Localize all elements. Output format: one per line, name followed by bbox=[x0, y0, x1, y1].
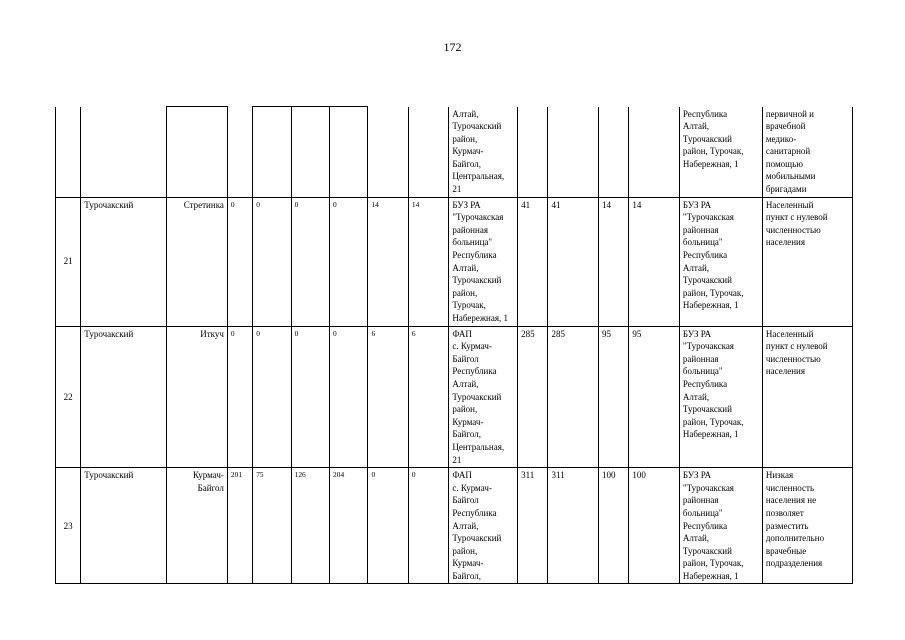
cell-v3: 0 bbox=[291, 326, 329, 468]
cell-v3: 126 bbox=[291, 468, 329, 584]
cell-note: Населенный пункт с нулевой численностью населения bbox=[762, 326, 852, 468]
cell-settlement: Стретинка bbox=[167, 197, 228, 326]
cell-num: 22 bbox=[56, 326, 81, 468]
cell-v5 bbox=[368, 107, 408, 198]
cell-v9: 95 bbox=[599, 326, 629, 468]
cell-v1 bbox=[227, 107, 252, 198]
cell-v8: 285 bbox=[548, 326, 599, 468]
cell-v9: 14 bbox=[599, 197, 629, 326]
cell-institution: Алтай, Турочакский район, Курмач- Байгол, Центральная, 21 bbox=[449, 107, 518, 198]
cell-v10 bbox=[629, 107, 680, 198]
cell-settlement: Курмач- Байгол bbox=[167, 468, 228, 584]
cell-v5: 14 bbox=[368, 197, 408, 326]
cell-parent: Республика Алтай, Турочакский район, Турочак, Набережная, 1 bbox=[679, 107, 762, 198]
cell-v2 bbox=[253, 107, 291, 198]
cell-v4: 0 bbox=[330, 326, 368, 468]
cell-v5: 0 bbox=[368, 468, 408, 584]
cell-v2: 0 bbox=[253, 197, 291, 326]
cell-parent: БУЗ РА "Турочакская районная больница" Республика Алтай, Турочакский район, Турочак, Набережная, 1 bbox=[679, 197, 762, 326]
cell-institution: БУЗ РА "Турочакская районная больница" Республика Алтай, Турочакский район, Турочак, Набережная, 1 bbox=[449, 197, 518, 326]
page-number: 172 bbox=[443, 40, 462, 54]
cell-num bbox=[56, 107, 81, 198]
cell-v3 bbox=[291, 107, 329, 198]
cell-v6 bbox=[408, 107, 448, 198]
table-row bbox=[56, 468, 853, 584]
cell-district: Турочакский bbox=[81, 197, 167, 326]
cell-settlement bbox=[167, 107, 228, 198]
cell-v7: 285 bbox=[518, 326, 548, 468]
cell-v1: 0 bbox=[227, 326, 252, 468]
cell-v7: 311 bbox=[518, 468, 548, 584]
cell-v1: 0 bbox=[227, 197, 252, 326]
cell-v2: 75 bbox=[253, 468, 291, 584]
cell-v1: 201 bbox=[227, 468, 252, 584]
cell-institution: ФАП с. Курмач- Байгол Республика Алтай, Турочакский район, Курмач- Байгол, bbox=[449, 468, 518, 584]
cell-district: Турочакский bbox=[81, 326, 167, 468]
settlements-table bbox=[55, 106, 853, 584]
cell-v10: 95 bbox=[629, 326, 680, 468]
cell-v10: 14 bbox=[629, 197, 680, 326]
cell-v8: 311 bbox=[548, 468, 599, 584]
cell-parent: БУЗ РА "Турочакская районная больница" Республика Алтай, Турочакский район, Турочак, Набережная, 1 bbox=[679, 326, 762, 468]
cell-v4: 204 bbox=[330, 468, 368, 584]
cell-note: Населенный пункт с нулевой численностью населения bbox=[762, 197, 852, 326]
cell-v3: 0 bbox=[291, 197, 329, 326]
table-row bbox=[56, 197, 853, 326]
cell-v8: 41 bbox=[548, 197, 599, 326]
cell-district bbox=[81, 107, 167, 198]
cell-note: Низкая численность населения не позволяет разместить дополнительно врачебные подразделения bbox=[762, 468, 852, 584]
cell-v8 bbox=[548, 107, 599, 198]
cell-institution: ФАП с. Курмач- Байгол Республика Алтай, Турочакский район, Курмач- Байгол, Центральная, 21 bbox=[449, 326, 518, 468]
cell-v6: 0 bbox=[408, 468, 448, 584]
cell-num: 21 bbox=[56, 197, 81, 326]
cell-parent: БУЗ РА "Турочакская районная больница" Республика Алтай, Турочакский район, Турочак, Набережная, 1 bbox=[679, 468, 762, 584]
cell-v4 bbox=[330, 107, 368, 198]
cell-v6: 14 bbox=[408, 197, 448, 326]
cell-v9: 100 bbox=[599, 468, 629, 584]
cell-district: Турочакский bbox=[81, 468, 167, 584]
cell-v10: 100 bbox=[629, 468, 680, 584]
cell-v9 bbox=[599, 107, 629, 198]
cell-v2: 0 bbox=[253, 326, 291, 468]
cell-settlement: Иткуч bbox=[167, 326, 228, 468]
cell-num: 23 bbox=[56, 468, 81, 584]
cell-v7 bbox=[518, 107, 548, 198]
cell-v6: 6 bbox=[408, 326, 448, 468]
cell-v7: 41 bbox=[518, 197, 548, 326]
table-row bbox=[56, 326, 853, 468]
cell-note: первичной и врачебной медико- санитарной помощью мобильными бригадами bbox=[762, 107, 852, 198]
cell-v5: 6 bbox=[368, 326, 408, 468]
table-row bbox=[56, 107, 853, 198]
cell-v4: 0 bbox=[330, 197, 368, 326]
